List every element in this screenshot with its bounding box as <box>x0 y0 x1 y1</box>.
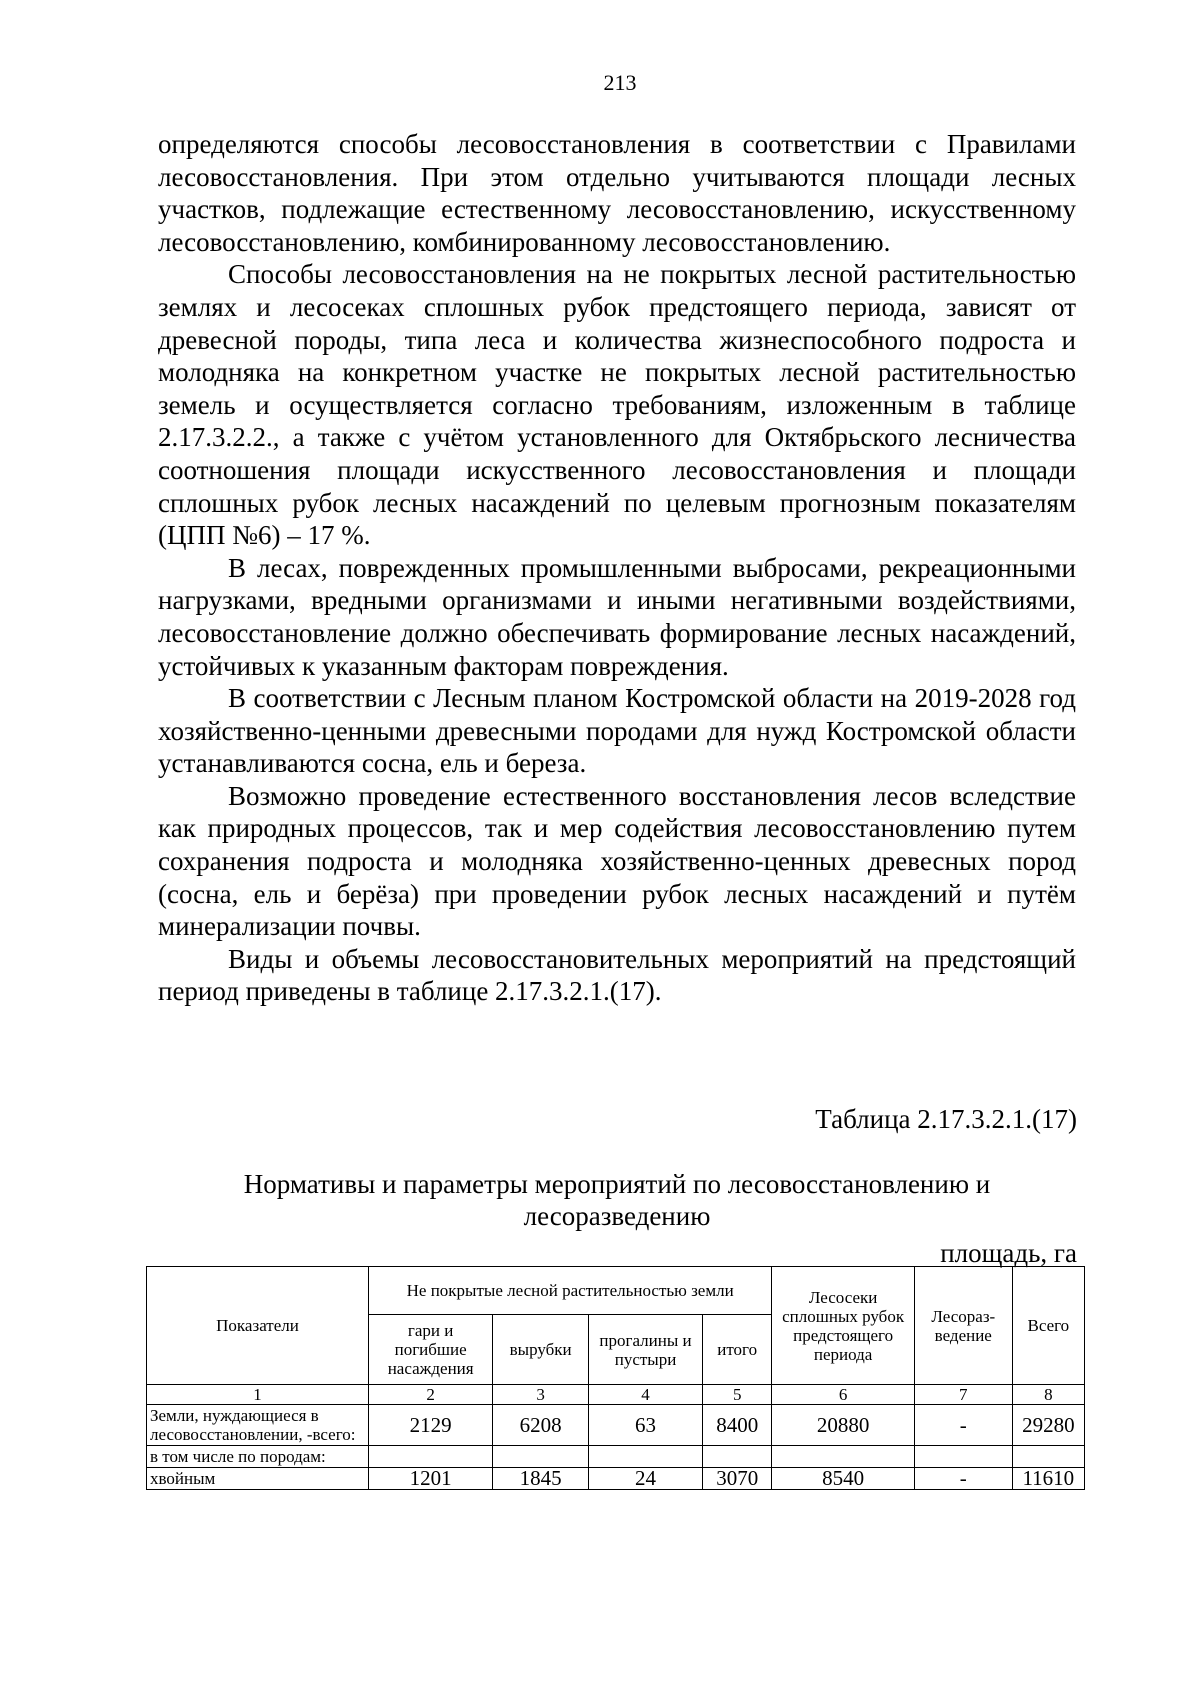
header-clearings: вырубки <box>493 1315 589 1385</box>
column-number: 8 <box>1012 1385 1084 1405</box>
column-number: 1 <box>147 1385 369 1405</box>
page-number: 213 <box>603 70 637 95</box>
header-burned: гари и погибшие насаждения <box>369 1315 493 1385</box>
table-row <box>147 1446 1085 1468</box>
cell <box>589 1446 703 1468</box>
header-row <box>147 1267 1085 1315</box>
table-row <box>147 1405 1085 1446</box>
norms-table <box>146 1266 1085 1490</box>
column-number: 7 <box>914 1385 1012 1405</box>
header-indicators: Показатели <box>147 1267 369 1385</box>
cell: 1845 <box>493 1468 589 1490</box>
cell: 3070 <box>703 1468 772 1490</box>
table-caption: Таблица 2.17.3.2.1.(17) <box>815 1104 1077 1134</box>
paragraph: Возможно проведение естественного восстановления лесов вследствие как природных процессов, так и мер содействия лесовосстановлению путем сохранения подроста и молодняка хозяйственно-ценных древесных пород (сосна, ель и берёза) при проведении рубок лесных насаждений и путём минерализации почвы. <box>158 780 1076 942</box>
paragraph: В соответствии с Лесным планом Костромской области на 2019-2028 год хозяйственно-ценными древесными породами для нужд Костромской области устанавливаются сосна, ель и береза. <box>158 683 1076 779</box>
header-not-covered: Не покрытые лесной растительностью земли <box>369 1267 772 1315</box>
table-row <box>147 1468 1085 1490</box>
column-number: 4 <box>589 1385 703 1405</box>
column-number: 2 <box>369 1385 493 1405</box>
cell <box>369 1446 493 1468</box>
cell <box>493 1446 589 1468</box>
body-text <box>158 128 1076 1008</box>
cell <box>1012 1446 1084 1468</box>
cell: 2129 <box>369 1405 493 1446</box>
cell: 6208 <box>493 1405 589 1446</box>
cell <box>914 1446 1012 1468</box>
cell: 1201 <box>369 1468 493 1490</box>
header-subtotal: итого <box>703 1315 772 1385</box>
table-title: Нормативы и параметры мероприятий по лесовосстановлению и лесоразведению <box>243 1169 991 1231</box>
cell <box>772 1446 915 1468</box>
row-label: в том числе по породам: <box>147 1446 369 1468</box>
header-total: Всего <box>1012 1267 1084 1385</box>
cell: 24 <box>589 1468 703 1490</box>
column-number: 6 <box>772 1385 915 1405</box>
cell: 8540 <box>772 1468 915 1490</box>
paragraph: Способы лесовосстановления на не покрытых лесной растительностью землях и лесосеках сплошных рубок предстоящего периода, зависят от древесной породы, типа леса и количества жизнеспособного подроста и молодняка на конкретном участке не покрытых лесной растительностью земель и осуществляется согласно требованиям, изложенным в таблице 2.17.3.2.2., а также с учётом установленного для Октябрьского лесничества соотношения площади искусственного лесовосстановления и площади сплошных рубок лесных насаждений по целевым прогнозным показателям (ЦПП №6) – 17 %. <box>158 259 1076 551</box>
cell: 29280 <box>1012 1405 1084 1446</box>
cell: 63 <box>589 1405 703 1446</box>
column-number-row <box>147 1385 1085 1405</box>
header-afforestation: Лесораз-ведение <box>914 1267 1012 1385</box>
cell <box>703 1446 772 1468</box>
column-number: 5 <box>703 1385 772 1405</box>
cell: 11610 <box>1012 1468 1084 1490</box>
paragraph: В лесах, поврежденных промышленными выбросами, рекреационными нагрузками, вредными организмами и иными негативными воздействиями, лесовосстановление должно обеспечивать формирование лесных насаждений, устойчивых к указанным факторам повреждения. <box>158 552 1076 681</box>
paragraph: Виды и объемы лесовосстановительных мероприятий на предстоящий период приведены в таблице 2.17.3.2.1.(17). <box>158 943 1076 1007</box>
cell: 8400 <box>703 1405 772 1446</box>
cell: - <box>914 1468 1012 1490</box>
row-label: Земли, нуждающиеся в лесовосстановлении, -всего: <box>147 1405 369 1446</box>
cell: - <box>914 1405 1012 1446</box>
header-cutting-areas: Лесосеки сплошных рубок предстоящего периода <box>772 1267 915 1385</box>
table-units: площадь, га <box>940 1238 1077 1268</box>
column-number: 3 <box>493 1385 589 1405</box>
header-glades: прогалины и пустыри <box>589 1315 703 1385</box>
paragraph: определяются способы лесовосстановления в соответствии с Правилами лесовосстановления. При этом отдельно учитываются площади лесных участков, подлежащие естественному лесовосстановлению, искусственному лесовосстановлению, комбинированному лесовосстановлению. <box>158 129 1076 257</box>
row-label: хвойным <box>147 1468 369 1490</box>
cell: 20880 <box>772 1405 915 1446</box>
